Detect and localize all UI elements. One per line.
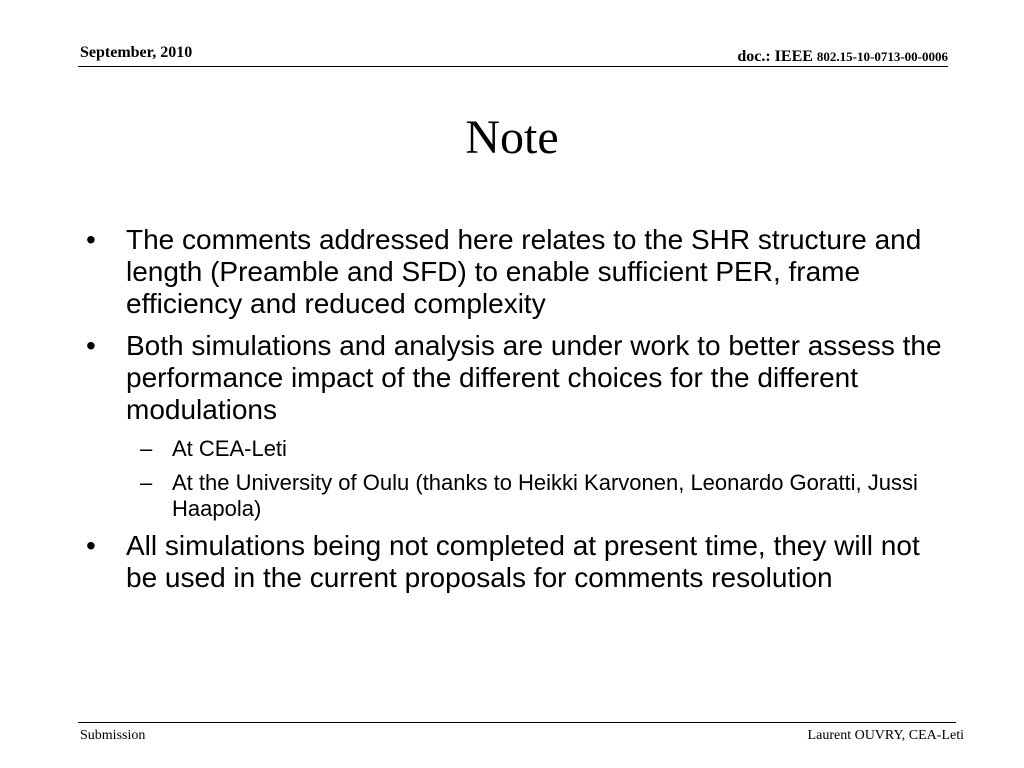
sub-bullet-list — [86, 436, 946, 522]
sub-bullet-item — [86, 470, 946, 522]
bullet-text: All simulations being not completed at present time, they will not be used in the current proposals for comments resolution — [126, 530, 920, 593]
bullet-item — [86, 330, 946, 426]
footer-divider — [78, 722, 956, 723]
bullet-marker: • — [86, 530, 96, 561]
footer-submission: Submission — [80, 728, 146, 743]
sub-bullet-text: At the University of Oulu (thanks to Heikki Karvonen, Leonardo Goratti, Jussi Haapola) — [172, 470, 918, 521]
header-date: September, 2010 — [80, 44, 193, 61]
sub-bullet-item — [86, 436, 946, 462]
doc-prefix: doc.: IEEE — [737, 48, 817, 65]
bullet-marker: • — [86, 224, 96, 255]
slide-title: Note — [465, 111, 559, 164]
header-doc-id — [737, 48, 948, 66]
sub-bullet-text: At CEA-Leti — [172, 436, 287, 461]
doc-number: 802.15-10-0713-00-0006 — [816, 49, 948, 64]
header-divider — [78, 66, 948, 67]
bullet-list — [86, 224, 946, 604]
bullet-text: The comments addressed here relates to the SHR structure and length (Preamble and SFD) to enable sufficient PER, frame efficiency and reduced complexity — [126, 224, 922, 319]
sub-bullet-marker: – — [140, 470, 153, 495]
bullet-item — [86, 224, 946, 320]
footer-author: Laurent OUVRY, CEA-Leti — [807, 728, 964, 743]
bullet-item — [86, 530, 946, 594]
bullet-text: Both simulations and analysis are under work to better assess the performance impact of the different choices for the different modulations — [126, 330, 942, 425]
sub-bullet-marker: – — [140, 436, 153, 461]
bullet-marker: • — [86, 330, 96, 361]
